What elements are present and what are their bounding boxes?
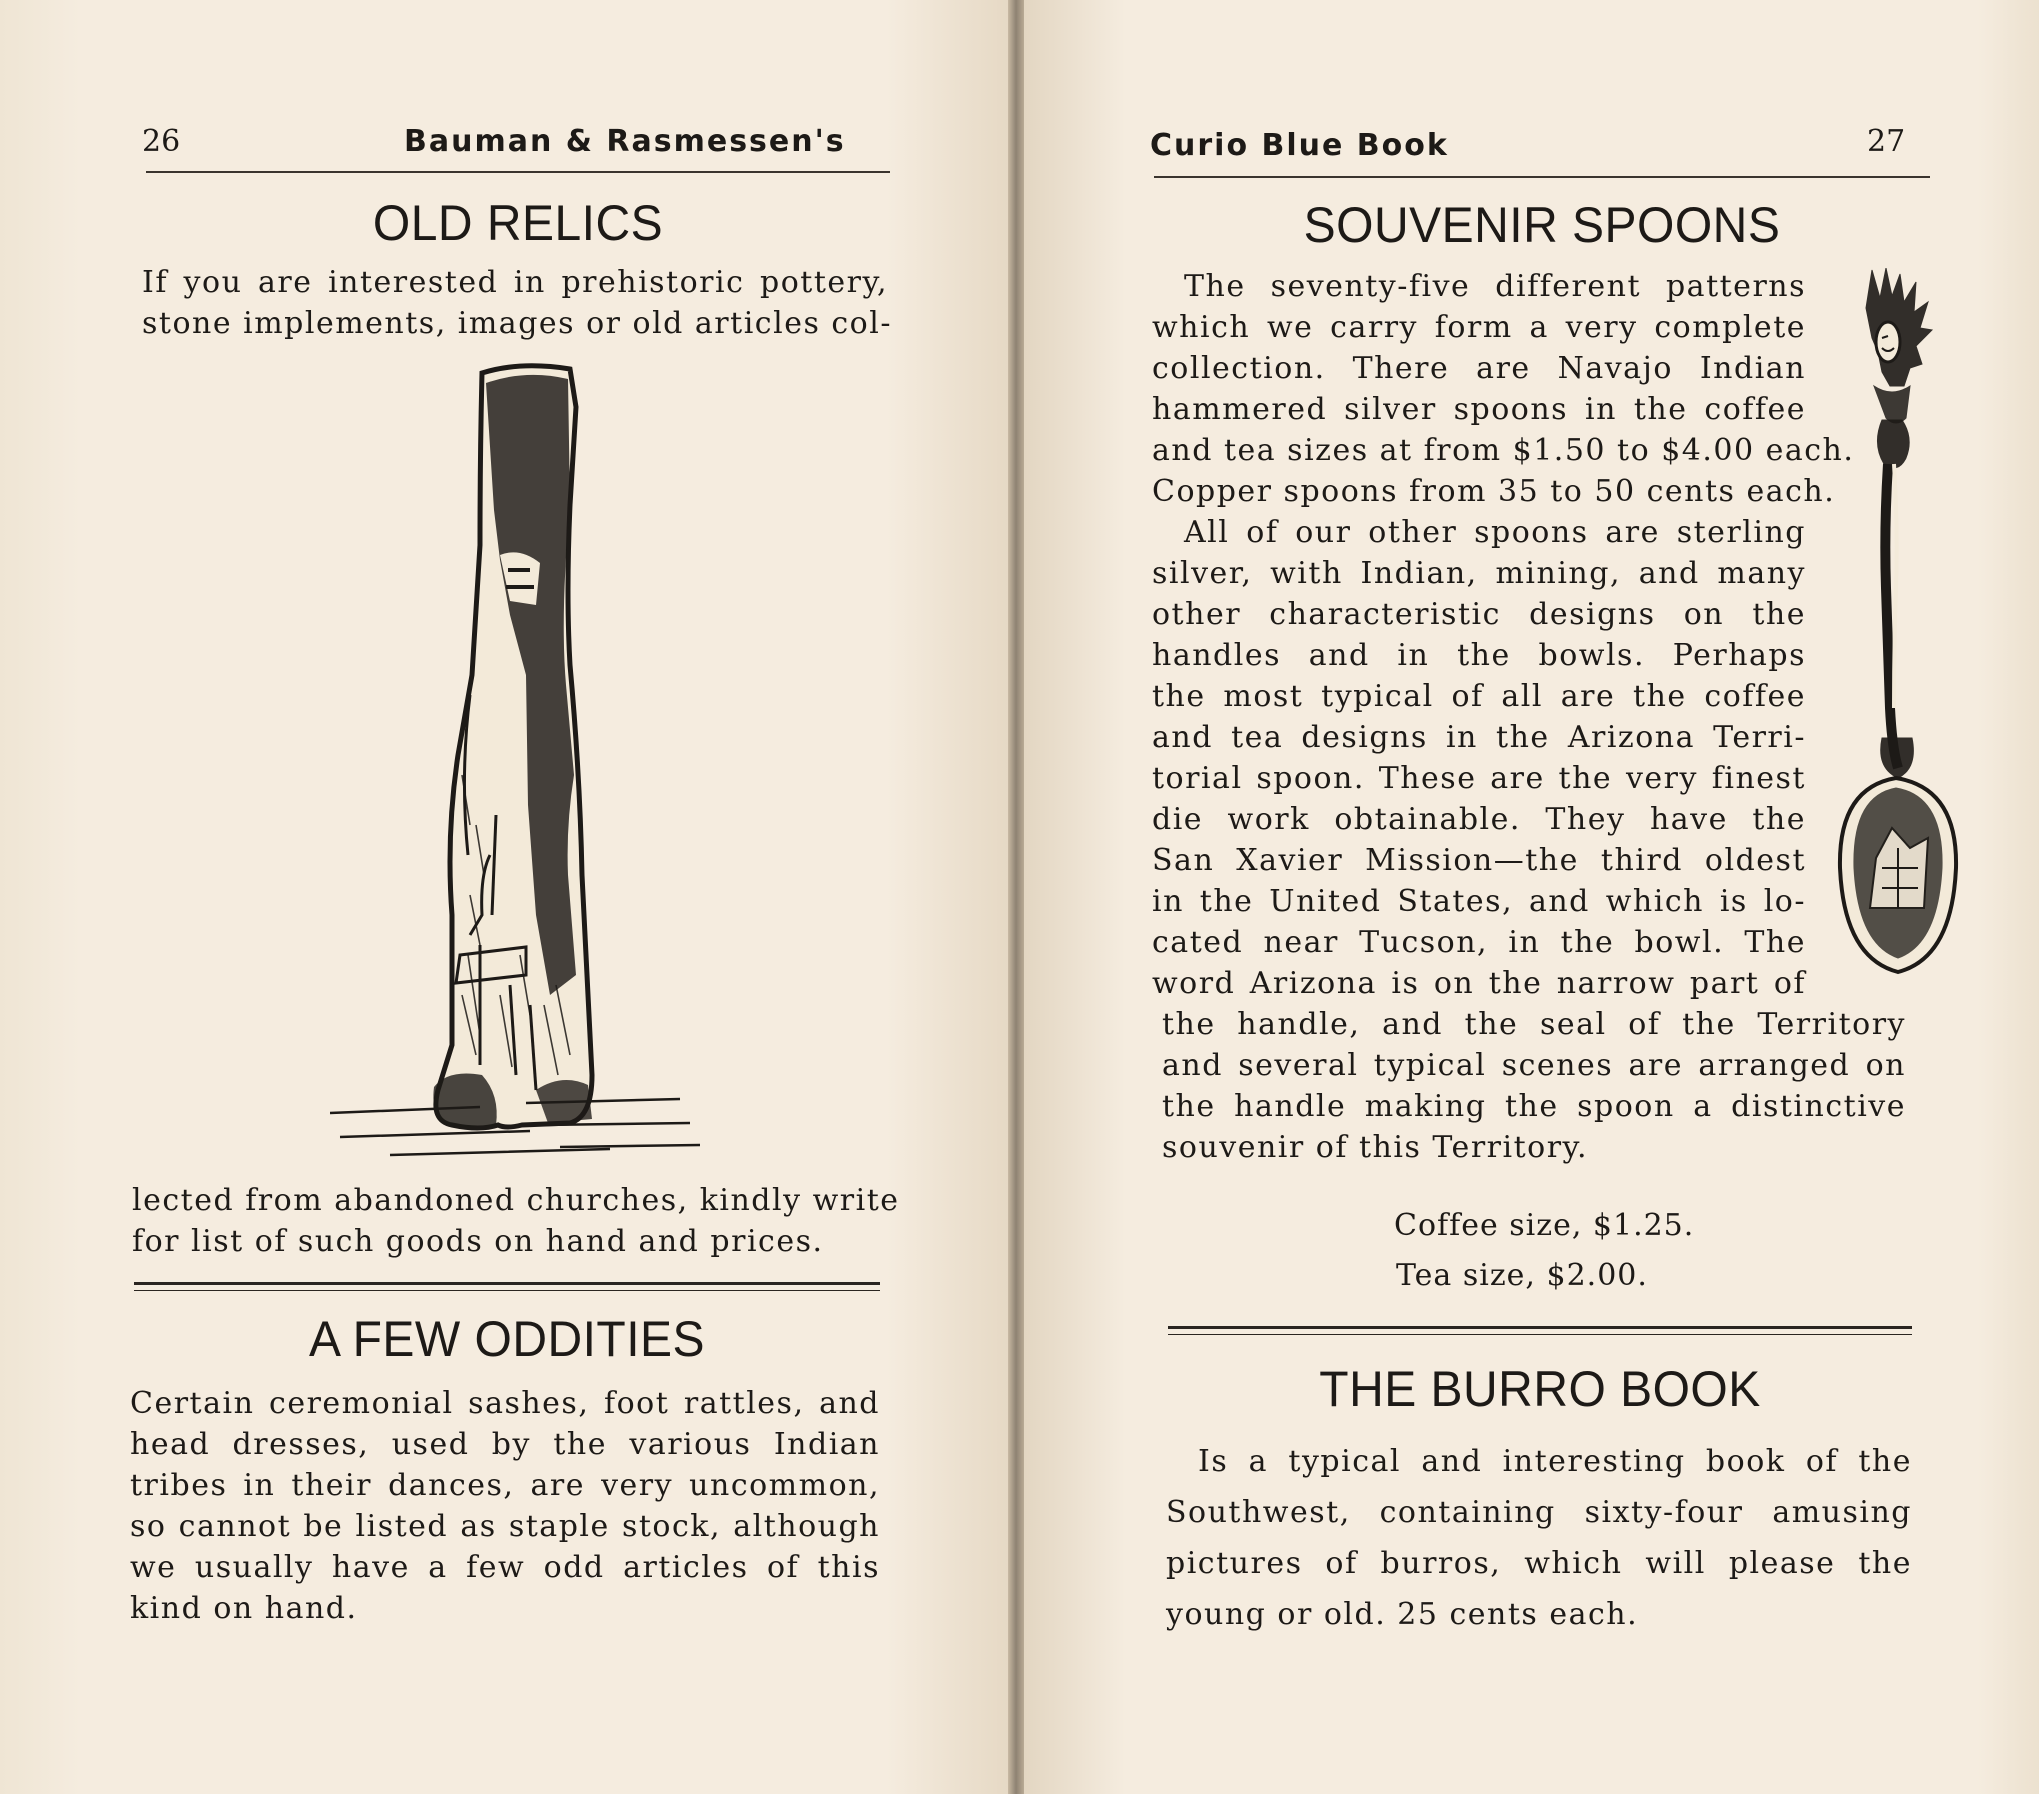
text-line: the most typical of all are the coffee [1152, 679, 1806, 714]
text-line: Is a typical and interesting book of the [1198, 1444, 1912, 1479]
souvenir-spoons-text-narrow [1152, 266, 1855, 1004]
text-line: San Xavier Mission—the third oldest [1152, 843, 1806, 878]
text-line: Certain ceremonial sashes, foot rattles, and [130, 1386, 880, 1421]
text-line: head dresses, used by the various Indian [130, 1427, 880, 1462]
left-page [0, 0, 1008, 1794]
page-number-right: 27 [1867, 124, 1906, 159]
text-line: silver, with Indian, mining, and many [1152, 556, 1806, 591]
old-relics-text-top [142, 262, 892, 344]
text-line: and tea sizes at from $1.50 to $4.00 each. [1152, 433, 1855, 468]
text-line: cated near Tucson, in the bowl. The [1152, 925, 1806, 960]
text-line: and tea designs in the Arizona Terri- [1152, 720, 1806, 755]
section-divider-left [134, 1282, 880, 1285]
souvenir-spoon-image [1832, 268, 1992, 988]
text-line: we usually have a few odd articles of this [130, 1550, 880, 1585]
text-line: the handle making the spoon a distinctive [1162, 1089, 1906, 1124]
section-title-old-relics: OLD RELICS [372, 195, 664, 251]
text-line: All of our other spoons are sterling [1184, 515, 1806, 550]
text-line: so cannot be listed as staple stock, although [130, 1509, 880, 1544]
text-line: torial spoon. These are the very finest [1152, 761, 1806, 796]
text-line: young or old. 25 cents each. [1166, 1597, 1639, 1632]
header-rule-left [146, 171, 890, 173]
section-title-a-few-oddities: A FEW ODDITIES [308, 1311, 706, 1367]
burro-book-text [1166, 1436, 1912, 1640]
section-title-the-burro-book: THE BURRO BOOK [1319, 1361, 1761, 1417]
text-line: Copper spoons from 35 to 50 cents each. [1152, 474, 1836, 509]
text-line: which we carry form a very complete [1152, 310, 1806, 345]
text-line: kind on hand. [130, 1591, 358, 1626]
text-line: and several typical scenes are arranged on [1162, 1048, 1906, 1083]
header-rule-right [1154, 176, 1930, 178]
text-line: handles and in the bowls. Perhaps [1152, 638, 1806, 673]
running-head-right: Curio Blue Book [1150, 128, 1449, 163]
section-divider-right-thin [1168, 1334, 1912, 1335]
price-tea-size: Tea size, $2.00. [1396, 1258, 1648, 1293]
text-line: hammered silver spoons in the coffee [1152, 392, 1806, 427]
section-divider-right [1168, 1326, 1912, 1329]
text-line: souvenir of this Territory. [1162, 1130, 1589, 1165]
text-line: tribes in their dances, are very uncommon, [130, 1468, 880, 1503]
text-line: lected from abandoned churches, kindly write [132, 1183, 900, 1218]
text-line: stone implements, images or old articles col- [142, 306, 892, 341]
text-line: die work obtainable. They have the [1152, 802, 1806, 837]
souvenir-spoons-text-wide [1162, 1004, 1906, 1168]
text-line: collection. There are Navajo Indian [1152, 351, 1806, 386]
text-line: The seventy-five different patterns [1184, 269, 1806, 304]
carved-figure-image [330, 355, 710, 1160]
text-line: If you are interested in prehistoric pottery, [142, 265, 888, 300]
a-few-oddities-text [130, 1383, 880, 1629]
page-number-left: 26 [142, 124, 181, 159]
old-relics-text-bottom [132, 1180, 900, 1262]
text-line: word Arizona is on the narrow part of [1152, 966, 1806, 1001]
text-line: for list of such goods on hand and prices. [132, 1224, 824, 1259]
text-line: in the United States, and which is lo- [1152, 884, 1806, 919]
right-page [1024, 0, 2039, 1794]
text-line: the handle, and the seal of the Territory [1162, 1007, 1906, 1042]
text-line: pictures of burros, which will please the [1166, 1546, 1912, 1581]
running-head-left: Bauman & Rasmessen's [404, 124, 846, 159]
book-gutter [1008, 0, 1024, 1794]
text-line: other characteristic designs on the [1152, 597, 1806, 632]
section-title-souvenir-spoons: SOUVENIR SPOONS [1303, 197, 1781, 253]
text-line: Southwest, containing sixty-four amusing [1166, 1495, 1912, 1530]
price-coffee-size: Coffee size, $1.25. [1394, 1208, 1695, 1243]
section-divider-left-thin [134, 1290, 880, 1291]
